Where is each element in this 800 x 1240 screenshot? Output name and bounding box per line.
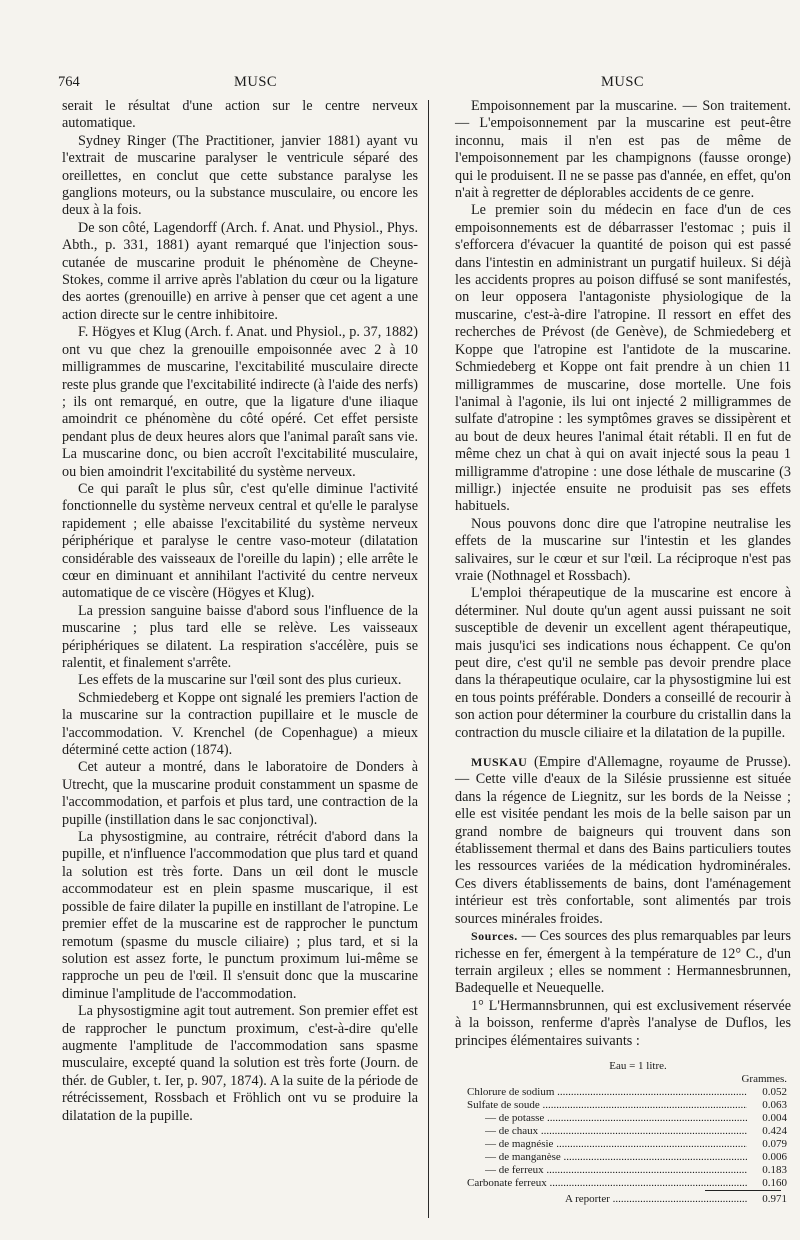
sources-label: Sources.: [471, 929, 518, 944]
page-number: 764: [58, 74, 80, 90]
table-row: [455, 1086, 791, 1099]
paragraph: Nous pouvons donc dire que l'atropine neutralise les effets de la muscarine sur l'intestin et les glandes salivaires, sur le cœur et sur l'œil. La réciproque n'est pas vraie (Nothnagel et Rossbach).: [455, 515, 791, 584]
paragraph: De son côté, Lagendorff (Arch. f. Anat. und Physiol., Phys. Abth., p. 331, 1881) ayant remarqué que l'injection sous-cutanée de muscarine produit le phénomène de Cheyne-Stokes, comme il arrive après l'ablation du cœur ou la ligature des aortes (grenouille) en arrive à penser que cet agent a une action directe sur le centre inhibitoire.: [62, 219, 418, 323]
row-value: 0.079: [747, 1138, 791, 1151]
table-row: [455, 1112, 791, 1125]
column-rule: [428, 100, 429, 1218]
sources-text: — Ces sources des plus remarquables par leurs richesse en fer, émergent à la température de 12° C., d'un terrain argileux ; elles se nomment : Hermannesbrunnen, Badequelle et Neuequelle.: [455, 928, 792, 997]
paragraph: F. Högyes et Klug (Arch. f. Anat. und Physiol., p. 37, 1882) ont vu que chez la grenouille empoisonnée avec 2 à 10 milligrammes de muscarine, l'excitabilité musculaire directe reste plus grande que l'excitabilité indirecte (à l'aide des nerfs) ; ils ont remarqué, en outre, que la ligature d'une iliaque amoindrit ce phénomène du côté opéré. Cet effet persiste pendant plus de deux heures alors que l'animal paraît sans vie. La muscarine donc, ou bien accroît l'excitabilité musculaire, ou bien amoindrit l'excitabilité du système nerveux.: [62, 324, 418, 480]
paragraph: Schmiedeberg et Koppe ont signalé les premiers l'action de la muscarine sur la contraction pupillaire et le muscle de l'accommodation. V. Krenchel (de Copenhague) a mieux déterminé cette action (1874).: [62, 689, 418, 759]
row-label: — de manganèse .....: [485, 1151, 747, 1164]
paragraph: serait le résultat d'une action sur le centre nerveux automatique.: [62, 98, 418, 132]
table-row: [455, 1151, 791, 1164]
row-label: Carbonate ferreux .....: [467, 1177, 747, 1190]
row-label: Sulfate de soude .....: [467, 1099, 747, 1112]
left-column: [62, 98, 418, 1125]
row-label: Chlorure de sodium .....: [467, 1086, 747, 1099]
entry-headword: MUSKAU: [471, 755, 528, 770]
row-value: 0.006: [747, 1151, 791, 1164]
paragraph: La physostigmine, au contraire, rétrécit d'abord dans la pupille, et n'influence l'accommodation que plus tard et quand la solution est très forte. Dans un œil dont le muscle accommodateur est en plein spasme muscarique, il est possible de faire dilater la pupille en instillant de l'atropine. Le premier effet de la muscarine est de rapprocher le punctum remotum (spasme du muscle ciliaire) ; plus tard, et si la solution est assez forte, le punctum proximum lui-même se rapproche un peu de l'œil. Il s'ensuit donc que la muscarine diminue l'amplitude de l'accommodation.: [62, 829, 418, 1002]
row-label: — de magnésie .....: [485, 1138, 747, 1151]
paragraph: L'emploi thérapeutique de la muscarine est encore à déterminer. Nul doute qu'un agent aussi puissant ne soit susceptible de devenir un excellent agent thérapeutique, mais jusqu'ici ses indications nous échappent. Ce qu'on peut dire, c'est qu'il ne semble pas devoir prendre place dans la thérapeutique oculaire, car la physostigmine lui est en tous points préférable. Donders a conseillé de recourir à son action pour déterminer la courbure du cristallin dans la contraction du muscle ciliaire et la dilatation de la pupille.: [455, 585, 791, 741]
paragraph: Cet auteur a montré, dans le laboratoire de Donders à Utrecht, que la muscarine produit constamment un spasme de l'accommodation, et parfois et plus tard, une contraction de la pupille (instillation dans le sac conjonctival).: [62, 759, 418, 828]
paragraph: Le premier soin du médecin en face d'un de ces empoisonnements est de débarrasser l'estomac ; puis il s'efforcera d'évacuer la quantité de poison qui est passé dans l'intestin en administrant un purgatif huileux. Si déjà les accidents propres au poison diffusé se sont manifestés, on leur opposera l'antagoniste physiologique de la muscarine, c'est-à-dire l'atropine. Il ressort en effet des recherches de Prévost (de Genève), de Schmiedeberg et Koppe que l'atropine est l'antidote de la muscarine. Schmiedeberg et Koppe ont fait prendre à un chien 11 milligrammes de muscarine, dose mortelle. Une fois l'animal à l'agonie, ils lui ont injecté 2 milligrammes de sulfate d'atropine : les symptômes graves se dissipèrent et au bout de deux heures l'animal était rétabli. Il en fut de même chez un chat à qui on avait injecté sous la peau 1 milligramme d'atropine : une dose léthale de muscarine (3 milligr.) injectée ensuite ne produisit pas ses effets habituels.: [455, 202, 791, 515]
row-label: — de ferreux .....: [485, 1164, 747, 1177]
total-value: 0.971: [747, 1193, 791, 1206]
row-value: 0.063: [747, 1099, 791, 1112]
table-unit: Grammes.: [741, 1072, 787, 1085]
table-row: [455, 1177, 791, 1190]
running-header: [58, 74, 746, 92]
table-row: [455, 1125, 791, 1138]
row-value: 0.160: [747, 1177, 791, 1190]
right-column: [455, 98, 791, 1206]
muskau-entry: [455, 754, 791, 928]
row-label: — de chaux .....: [485, 1125, 747, 1138]
hermann-paragraph: 1° L'Hermannsbrunnen, qui est exclusivement réservée à la boisson, renferme d'après l'analyse de Duflos, les principes élémentaires suivants :: [455, 997, 791, 1049]
entry-text: (Empire d'Allemagne, royaume de Prusse). — Cette ville d'eaux de la Silésie prussienne est située dans la régence de Liegnitz, sur les bords de la Neisse ; elle est visitée pendant les mois de la belle saison par un grand nombre de baigneurs qui trouvent dans son établissement thermal et dans des Bains particuliers toutes les ressources variées de la médication hydrominérales. Ces divers établissements de bains, dont l'aménagement intérieur est très confortable, sont alimentés par trois sources minérales froides.: [455, 754, 792, 927]
total-label: A reporter .....: [565, 1193, 747, 1206]
table-row: [455, 1164, 791, 1177]
table-total-row: [455, 1193, 791, 1206]
paragraph: Empoisonnement par la muscarine. — Son traitement. — L'empoisonnement par la muscarine est peut-être inconnu, mais il n'en est pas de même de l'empoisonnement par les champignons (fausse oronge) qui le produisent. Il ne se passe pas d'année, en effet, qu'on n'ait à regretter de déplorables accidents de ce genre.: [455, 98, 791, 202]
paragraph: La physostigmine agit tout autrement. Son premier effet est de rapprocher le punctum proximum, c'est-à-dire qu'elle augmente l'amplitude de l'accommodation sans spasme musculaire, excepté quand la solution est très forte (Journ. de thér. de Gubler, t. Ier, p. 907, 1874). A la suite de la période de rétrécissement, Rossbach et Fröhlich ont vu se produire la dilatation de la pupille.: [62, 1003, 418, 1124]
row-value: 0.004: [747, 1112, 791, 1125]
table-caption: Eau = 1 litre.: [609, 1059, 667, 1072]
table-row: [455, 1099, 791, 1112]
table-row: [455, 1138, 791, 1151]
row-value: 0.052: [747, 1086, 791, 1099]
row-value: 0.183: [747, 1164, 791, 1177]
sources-paragraph: [455, 928, 791, 998]
row-value: 0.424: [747, 1125, 791, 1138]
left-running-head: MUSC: [234, 74, 278, 90]
right-running-head: MUSC: [601, 74, 645, 90]
row-label: — de potasse .....: [485, 1112, 747, 1125]
composition-table: [455, 1060, 791, 1206]
paragraph: Sydney Ringer (The Practitioner, janvier 1881) ayant vu l'extrait de muscarine paralyser le ventricule séparé des oreillettes, en conclut que cette substance paralyse les ganglions moteurs, ou la substance musculaire, ou encore les deux à la fois.: [62, 132, 418, 219]
paragraph: Les effets de la muscarine sur l'œil sont des plus curieux.: [78, 672, 402, 689]
paragraph: Ce qui paraît le plus sûr, c'est qu'elle diminue l'activité fonctionnelle du système nerveux central et qu'elle le paralyse rapidement ; elle abaisse l'excitabilité du système nerveux périphérique et paralyse le centre vaso-moteur (dilatation considérable des vaisseaux de l'oreille du lapin) ; elle arrête le cœur en diminuant et annihilant l'activité du centre nerveux automatique de ce viscère (Högyes et Klug).: [62, 480, 418, 602]
paragraph: La pression sanguine baisse d'abord sous l'influence de la muscarine ; plus tard elle se relève. Les vaisseaux périphériques se dilatent. La respiration s'accélère, puis se ralentit, et finalement s'arrête.: [62, 602, 418, 671]
